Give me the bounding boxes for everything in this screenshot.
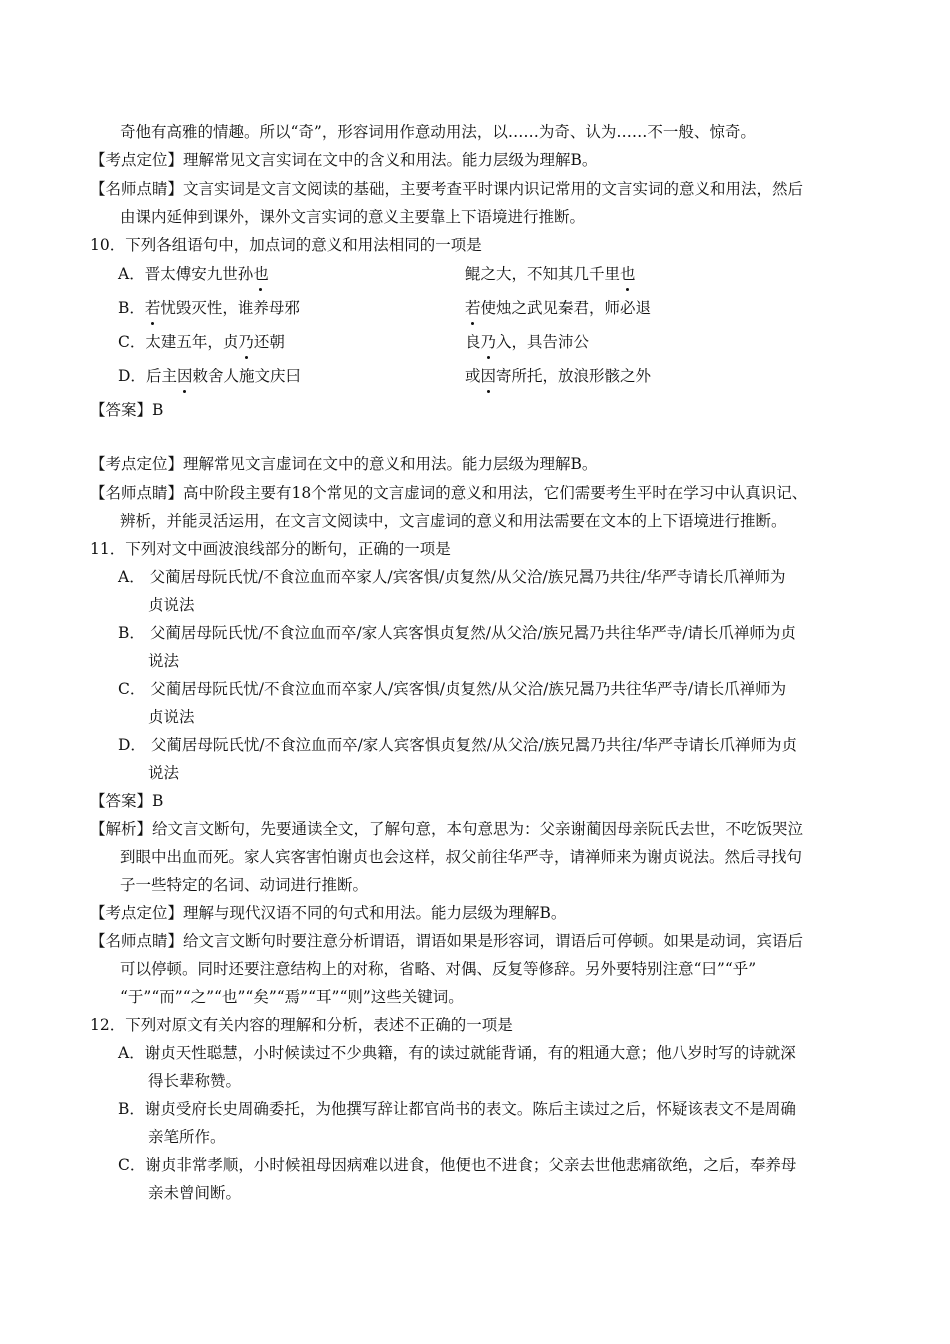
option-left-text: 太建五年，贞乃还朝: [145, 333, 285, 351]
q10-dianjing-line-2: 辨析，并能灵活运用，在文言文阅读中，文言虚词的意义和用法需要在文本的上下语境进行推断。: [120, 512, 787, 530]
emphasis-dot-word: 也: [620, 265, 636, 283]
intro-line: 奇他有高雅的情趣。所以“奇”，形容词用作意动用法，以……为奇、认为……不一般、惊奇。: [120, 123, 756, 141]
q11-kaodian: 【考点定位】理解与现代汉语不同的句式和用法。能力层级为理解B。: [90, 904, 567, 922]
q12-option-a-line-1: A．谢贞天性聪慧，小时候读过不少典籍，有的读过就能背诵，有的粗通大意；他八岁时写的诗就深: [118, 1044, 796, 1062]
q10-dianjing-line-1: 【名师点睛】高中阶段主要有18个常见的文言虚词的意义和用法，它们需要考生平时在学习中认真识记、: [90, 484, 808, 502]
q12-option-c-line-2: 亲未曾间断。: [148, 1184, 242, 1202]
q11-dianjing-line-1: 【名师点睛】给文言文断句时要注意分析谓语，谓语如果是形容词，谓语后可停顿。如果是动词，宾语后: [90, 932, 804, 950]
q11-option-b-line-2: 说法: [148, 652, 180, 670]
q11-option-b-line-1: B． 父蔺居母阮氏忧/不食泣血而卒/家人宾客惧贞复然/从父洽/族兄暠乃共往华严寺/请长爪禅师为贞: [118, 624, 796, 642]
q12-stem: 12．下列对原文有关内容的理解和分析，表述不正确的一项是: [90, 1016, 513, 1034]
q12-option-b-line-2: 亲笔所作。: [148, 1128, 226, 1146]
option-left-text: 后主因敕舍人施文庆曰: [145, 367, 301, 385]
option-right-text: 或因寄所托，放浪形骸之外: [465, 367, 652, 385]
emphasis-dot-word: 乃: [238, 333, 254, 351]
option-left-text: 若忧毁灭性，谁养母邪: [144, 299, 300, 317]
q12-option-c-line-1: C．谢贞非常孝顺，小时候祖母因病难以进食，他便也不进食；父亲去世他悲痛欲绝，之后，奉养母: [118, 1156, 797, 1174]
option-right-text: 若使烛之武见秦君，师必退: [465, 299, 652, 317]
option-label: B．: [118, 299, 145, 317]
q10-kaodian: 【考点定位】理解常见文言虚词在文中的意义和用法。能力层级为理解B。: [90, 455, 598, 473]
q11-jiexi-line-3: 子一些特定的名词、动词进行推断。: [120, 876, 369, 894]
q10-option-d: [118, 366, 652, 386]
q11-dianjing-line-2: 可以停顿。同时还要注意结构上的对称，省略、对偶、反复等修辞。另外要特别注意“曰”“乎”: [120, 960, 757, 978]
option-label: C．: [118, 333, 146, 351]
q9-dianjing-line-2: 由课内延伸到课外，课外文言实词的意义主要靠上下语境进行推断。: [120, 208, 586, 226]
emphasis-dot-word: 若: [144, 299, 161, 317]
option-right-text: 鲲之大，不知其几千里也: [465, 265, 636, 283]
emphasis-dot-word: 乃: [480, 333, 497, 351]
option-left-text: 晋太傅安九世孙也: [144, 265, 269, 283]
q10-option-a: [118, 264, 636, 284]
q12-option-b-line-1: B．谢贞受府长史周确委托，为他撰写辞让都官尚书的表文。陈后主读过之后，怀疑该表文不是周确: [118, 1100, 796, 1118]
q11-option-c-line-1: C． 父蔺居母阮氏忧/不食泣血而卒家人/宾客惧/贞复然/从父洽/族兄暠乃共往华严寺/请长爪禅师为: [118, 680, 787, 698]
q9-kaodian: 【考点定位】理解常见文言实词在文中的含义和用法。能力层级为理解B。: [90, 151, 598, 169]
q10-option-b: [118, 298, 652, 318]
emphasis-dot-word: 因: [480, 367, 497, 385]
q11-stem: 11．下列对文中画波浪线部分的断句，正确的一项是: [90, 540, 451, 558]
q11-dianjing-line-3: “于”“而”“之”“也”“矣”“焉”“耳”“则”这些关键词。: [120, 988, 464, 1006]
q10-stem: 10．下列各组语句中，加点词的意义和用法相同的一项是: [90, 236, 482, 254]
option-label: A．: [118, 265, 145, 283]
emphasis-dot-word: 因: [176, 367, 193, 385]
q9-dianjing-line-1: 【名师点睛】文言实词是文言文阅读的基础，主要考查平时课内识记常用的文言实词的意义和用法，然后: [90, 180, 804, 198]
q10-option-c: [118, 332, 590, 352]
q11-option-c-line-2: 贞说法: [148, 708, 195, 726]
q11-option-a-line-1: A． 父蔺居母阮氏忧/不食泣血而卒家人/宾客惧/贞复然/从父洽/族兄暠乃共往/华严寺请长爪禅师为: [118, 568, 786, 586]
option-label: D．: [118, 367, 146, 385]
q11-jiexi-line-2: 到眼中出血而死。家人宾客害怕谢贞也会这样，叔父前往华严寺，请禅师来为谢贞说法。然后寻找句: [120, 848, 803, 866]
q11-option-d-line-2: 说法: [148, 764, 180, 782]
emphasis-dot-word: 若: [465, 299, 481, 317]
q11-option-d-line-1: D． 父蔺居母阮氏忧/不食泣血而卒/家人宾客惧贞复然/从父洽/族兄暠乃共往/华严寺请长爪禅师为贞: [118, 736, 797, 754]
q10-answer: 【答案】B: [90, 401, 164, 419]
q12-option-a-line-2: 得长辈称赞。: [148, 1072, 242, 1090]
q11-option-a-line-2: 贞说法: [148, 596, 195, 614]
option-right-text: 良乃入，具告沛公: [465, 333, 590, 351]
emphasis-dot-word: 也: [253, 265, 269, 283]
q11-jiexi-line-1: 【解析】给文言文断句，先要通读全文，了解句意，本句意思为：父亲谢蔺因母亲阮氏去世，不吃饭哭泣: [90, 820, 804, 838]
q11-answer: 【答案】B: [90, 792, 164, 810]
